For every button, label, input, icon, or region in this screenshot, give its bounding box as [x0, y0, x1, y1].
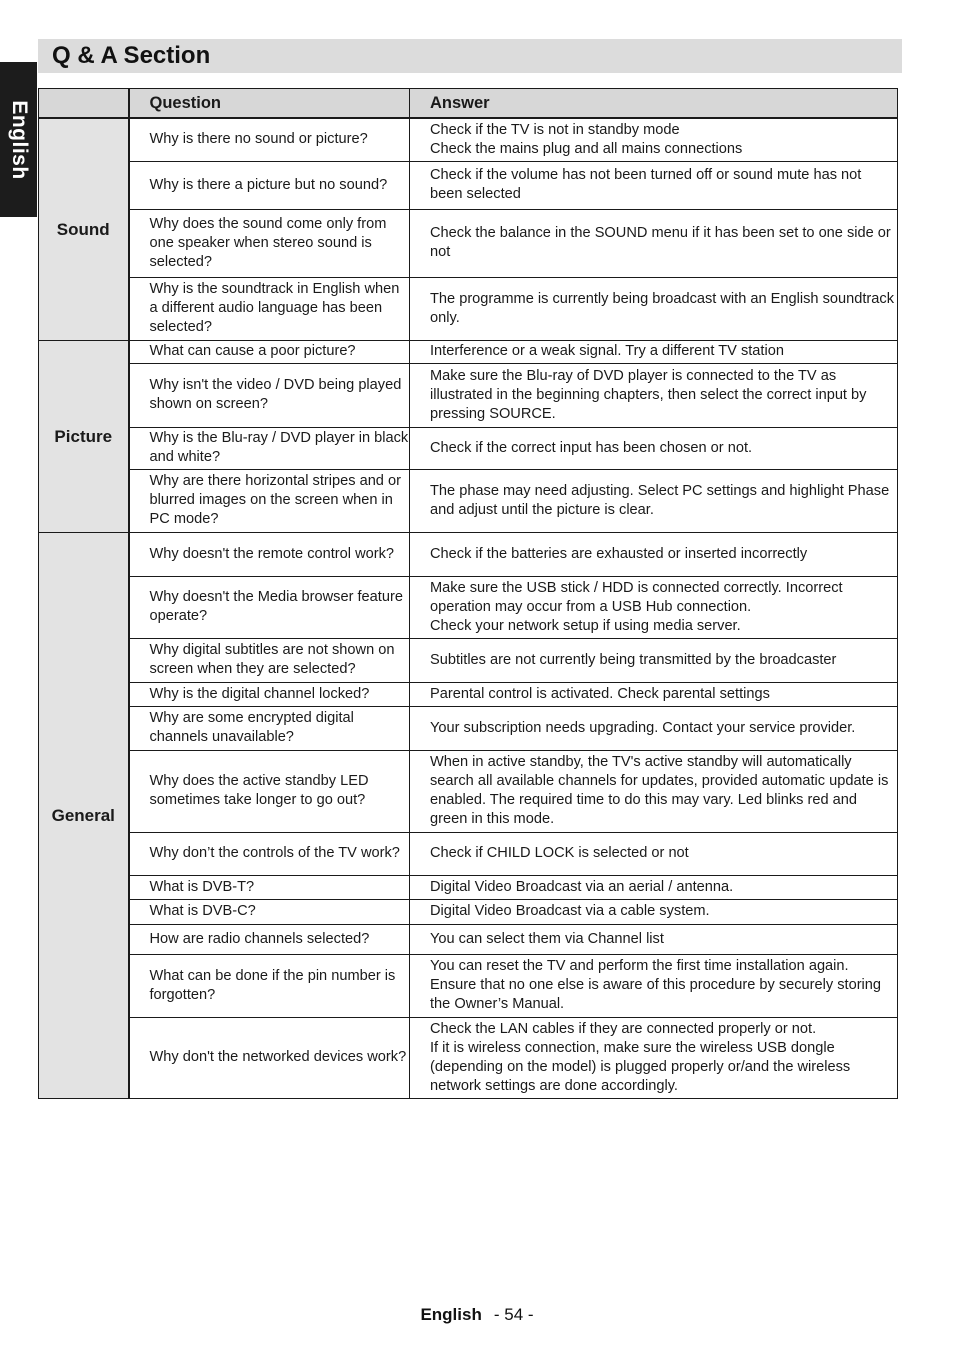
- answer-cell: [410, 532, 898, 576]
- page-footer: [0, 1305, 954, 1325]
- qa-row: [39, 875, 898, 899]
- question-cell: What is DVB-T?: [129, 875, 410, 899]
- answer-line: Subtitles are not currently being transmitted by the broadcaster: [430, 651, 837, 668]
- answer-cell: [410, 924, 898, 954]
- answer-cell: [410, 277, 898, 340]
- answer-cell: [410, 638, 898, 682]
- qa-row: [39, 532, 898, 576]
- section-title-bar: [38, 39, 902, 73]
- answer-line: Check if the correct input has been chosen or not.: [430, 439, 753, 456]
- answer-cell: [410, 576, 898, 638]
- answer-cell: [410, 1017, 898, 1098]
- qa-row: [39, 469, 898, 532]
- question-cell: Why are some encrypted digital channels unavailable?: [129, 706, 410, 750]
- answer-cell: [410, 363, 898, 427]
- qa-row: [39, 682, 898, 706]
- answer-line: Check if CHILD LOCK is selected or not: [430, 845, 689, 861]
- answer-header: Answer: [410, 89, 898, 119]
- page-number: - 54 -: [493, 1305, 534, 1324]
- question-cell: Why is the Blu-ray / DVD player in black and white?: [129, 427, 410, 469]
- qa-table-body: [39, 118, 898, 1098]
- answer-line: Digital Video Broadcast via an aerial / antenna.: [430, 878, 734, 895]
- qa-row: [39, 161, 898, 209]
- qa-row: [39, 340, 898, 363]
- question-cell: Why isn't the video / DVD being played shown on screen?: [129, 363, 410, 427]
- answer-line: Check the mains plug and all mains connections: [430, 140, 743, 157]
- qa-row: [39, 832, 898, 875]
- answer-cell: [410, 706, 898, 750]
- answer-line: If it is wireless connection, make sure the wireless USB dongle (depending on the model) is plugged properly or/and the wireless network settings are done accordingly.: [430, 1039, 851, 1094]
- answer-cell: [410, 875, 898, 899]
- question-cell: Why are there horizontal stripes and or blurred images on the screen when in PC mode?: [129, 469, 410, 532]
- question-cell: Why does the sound come only from one speaker when stereo sound is selected?: [129, 209, 410, 277]
- answer-cell: [410, 427, 898, 469]
- category-label-sound: Sound: [39, 118, 129, 340]
- question-cell: Why digital subtitles are not shown on screen when they are selected?: [129, 638, 410, 682]
- question-cell: How are radio channels selected?: [129, 924, 410, 954]
- answer-line: The programme is currently being broadcast with an English soundtrack only.: [430, 290, 894, 326]
- question-cell: What can be done if the pin number is forgotten?: [129, 954, 410, 1017]
- answer-line: Check the balance in the SOUND menu if it has been set to one side or not: [430, 225, 891, 260]
- answer-cell: [410, 118, 898, 161]
- qa-row: [39, 638, 898, 682]
- qa-row: [39, 576, 898, 638]
- question-cell: What can cause a poor picture?: [129, 340, 410, 363]
- answer-line: Check if the batteries are exhausted or inserted incorrectly: [430, 545, 808, 562]
- answer-line: When in active standby, the TV's active standby will automatically search all available channels for updates, provided automatic update is enabled. The required time to do this may vary. Led blinks red and green in this mode.: [430, 754, 889, 827]
- answer-line: Make sure the Blu-ray of DVD player is connected to the TV as illustrated in the beginning chapters, then select the correct input by pressing SOURCE.: [430, 367, 867, 422]
- answer-cell: [410, 832, 898, 875]
- qa-row: [39, 427, 898, 469]
- category-label-general: General: [39, 532, 129, 1098]
- question-cell: Why is there a picture but no sound?: [129, 161, 410, 209]
- question-cell: Why is the soundtrack in English when a different audio language has been selected?: [129, 277, 410, 340]
- qa-row: [39, 209, 898, 277]
- qa-row: [39, 750, 898, 832]
- question-cell: Why don’t the controls of the TV work?: [129, 832, 410, 875]
- answer-line: You can reset the TV and perform the first time installation again. Ensure that no one else is aware of this procedure by securely storing the Owner’s Manual.: [430, 958, 882, 1012]
- answer-line: Your subscription needs upgrading. Contact your service provider.: [430, 719, 856, 736]
- category-header-cell: [39, 89, 129, 119]
- qa-table: [38, 88, 898, 1099]
- page-title: Q & A Section: [52, 42, 211, 69]
- qa-table-header-row: [39, 89, 898, 119]
- language-side-tab-label: English: [7, 99, 31, 180]
- answer-line: Check your network setup if using media server.: [430, 617, 741, 634]
- qa-row: [39, 118, 898, 161]
- answer-cell: [410, 161, 898, 209]
- language-side-tab: [0, 62, 37, 217]
- answer-line: Make sure the USB stick / HDD is connected correctly. Incorrect operation may occur from a USB Hub connection.: [430, 579, 843, 615]
- answer-line: You can select them via Channel list: [430, 930, 664, 947]
- qa-row: [39, 1017, 898, 1098]
- question-cell: What is DVB-C?: [129, 899, 410, 924]
- answer-cell: [410, 899, 898, 924]
- answer-line: Check if the volume has not been turned off or sound mute has not been selected: [430, 167, 862, 202]
- question-cell: Why don't the networked devices work?: [129, 1017, 410, 1098]
- question-cell: Why does the active standby LED sometimes take longer to go out?: [129, 750, 410, 832]
- question-cell: Why is the digital channel locked?: [129, 682, 410, 706]
- answer-cell: [410, 209, 898, 277]
- question-cell: Why is there no sound or picture?: [129, 118, 410, 161]
- qa-row: [39, 363, 898, 427]
- footer-language: English: [420, 1305, 482, 1324]
- answer-cell: [410, 750, 898, 832]
- qa-row: [39, 277, 898, 340]
- answer-line: Digital Video Broadcast via a cable system.: [430, 903, 710, 919]
- answer-cell: [410, 469, 898, 532]
- question-header: Question: [129, 89, 410, 119]
- qa-row: [39, 706, 898, 750]
- question-cell: Why doesn't the Media browser feature operate?: [129, 576, 410, 638]
- answer-line: Interference or a weak signal. Try a different TV station: [430, 343, 784, 359]
- answer-cell: [410, 954, 898, 1017]
- question-cell: Why doesn't the remote control work?: [129, 532, 410, 576]
- answer-cell: [410, 340, 898, 363]
- answer-line: Check the LAN cables if they are connected properly or not.: [430, 1020, 817, 1037]
- answer-line: Check if the TV is not in standby mode: [430, 121, 680, 138]
- qa-row: [39, 924, 898, 954]
- category-label-picture: Picture: [39, 340, 129, 532]
- answer-line: The phase may need adjusting. Select PC settings and highlight Phase and adjust until the picture is clear.: [430, 482, 890, 518]
- answer-line: Parental control is activated. Check parental settings: [430, 685, 770, 702]
- qa-row: [39, 899, 898, 924]
- answer-cell: [410, 682, 898, 706]
- qa-row: [39, 954, 898, 1017]
